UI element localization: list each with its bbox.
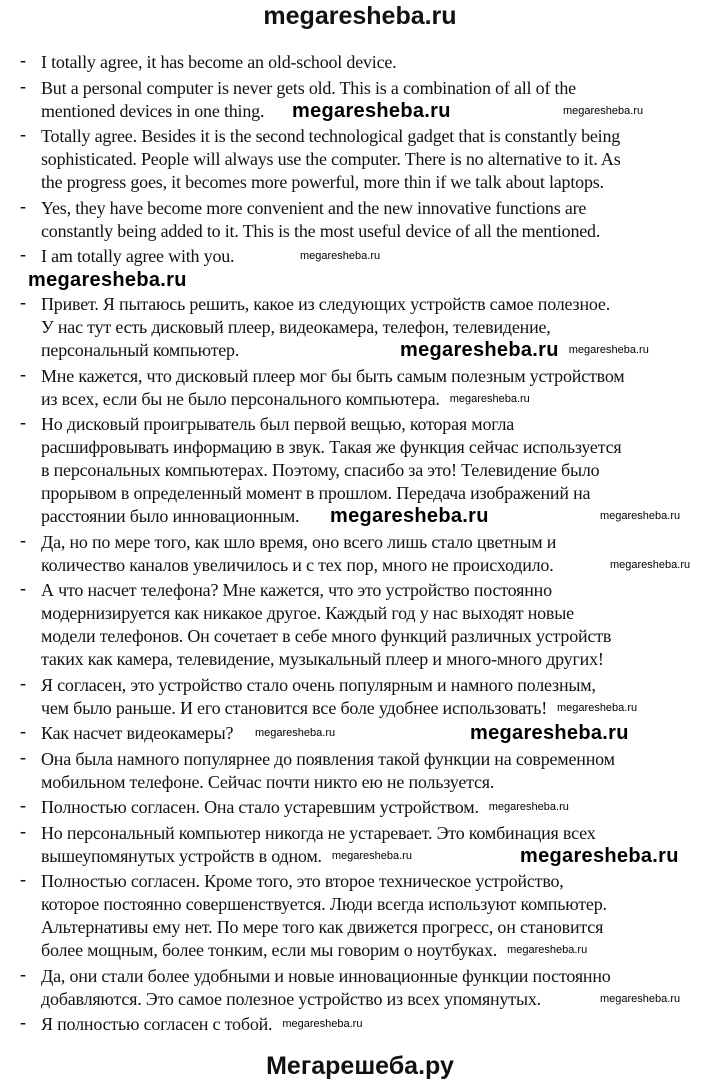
dialogue-line: У нас тут есть дисковый плеер, видеокамера, телефон, телевидение,: [41, 317, 551, 337]
dialogue-list: [0, 51, 720, 1039]
dash-bullet: -: [20, 292, 26, 312]
dash-bullet: -: [20, 795, 26, 815]
dialogue-line: Она была намного популярнее до появления такой функции на современном: [41, 748, 615, 769]
dialogue-line: Привет. Я пытаюсь решить, какое из следующих устройств самое полезное.: [41, 294, 611, 314]
dialogue-line: более мощным, более тонким, если мы говорим о ноутбуках.: [41, 940, 498, 960]
dialogue-line: Totally agree. Besides it is the second technological gadget that is constantly being: [41, 126, 621, 146]
dialogue-line: из всех, если бы не было персонального компьютера.: [41, 388, 440, 409]
dialogue-line: в персональных компьютерах. Поэтому, спасибо за это! Телевидение было: [41, 460, 600, 480]
watermark: megaresheba.ru: [300, 250, 381, 262]
dialogue-line: constantly being added to it. This is the most useful device of all the mentioned.: [41, 220, 601, 241]
dialogue-line: вышеупомянутых устройств в одном.: [41, 845, 322, 866]
dialogue-line: модернизируется как никакое другое. Каждый год у нас выходят новые: [41, 603, 574, 623]
dialogue-line: Я полностью согласен с тобой.: [41, 1014, 273, 1034]
dialogue-item: [0, 579, 720, 671]
dialogue-line: чем было раньше. И его становится все боле удобнее использовать!: [41, 697, 548, 718]
dash-bullet: -: [20, 195, 26, 216]
watermark: megaresheba.ru: [610, 558, 691, 571]
watermark: megaresheba.ru: [282, 1018, 363, 1030]
dialogue-line: Полностью согласен. Она стало устаревшим устройством.: [41, 797, 479, 817]
dialogue-line: добавляются. Это самое полезное устройство из всех упомянутых.: [41, 988, 541, 1009]
dialogue-line: персональный компьютер.: [41, 340, 240, 360]
site-footer-watermark: Мегарешеба.ру: [266, 1052, 454, 1080]
watermark: megaresheba.ru: [470, 722, 629, 744]
dash-bullet: -: [20, 963, 26, 984]
dash-bullet: -: [20, 124, 26, 144]
dialogue-item: [0, 197, 720, 243]
dash-bullet: -: [20, 672, 26, 693]
dialogue-line: Полностью согласен. Кроме того, это второе техническое устройство,: [41, 871, 564, 891]
dash-bullet: -: [20, 820, 26, 841]
dialogue-item: [0, 748, 720, 794]
dash-bullet: -: [20, 869, 26, 889]
watermark: megaresheba.ru: [330, 505, 489, 527]
dialogue-line: Но персональный компьютер никогда не устаревает. Это комбинация всех: [41, 822, 596, 843]
dialogue-item: [0, 796, 720, 819]
dialogue-item: [0, 365, 720, 411]
dialogue-line: расшифровывать информацию в звук. Такая же функция сейчас используется: [41, 437, 622, 457]
dialogue-line: Альтернативы ему нет. По мере того как движется прогресс, он становится: [41, 917, 604, 937]
dash-bullet: -: [20, 75, 26, 96]
watermark: megaresheba.ru: [255, 727, 336, 739]
dialogue-item: [0, 125, 720, 194]
dialogue-item: [0, 870, 720, 962]
dialogue-item: [0, 51, 720, 74]
dash-bullet: -: [20, 746, 26, 767]
watermark: megaresheba.ru: [557, 701, 638, 714]
dialogue-line: Да, но по мере того, как шло время, оно всего лишь стало цветным и: [41, 531, 557, 552]
dialogue-line: количество каналов увеличилось и с тех пор, много не происходило.: [41, 554, 554, 575]
dialogue-line: Yes, they have become more convenient and the new innovative functions are: [41, 197, 587, 218]
watermark: megaresheba.ru: [568, 344, 649, 356]
dialogue-line: sophisticated. People will always use the computer. There is no alternative to it. As: [41, 149, 621, 169]
watermark: megaresheba.ru: [507, 944, 588, 956]
watermark: megaresheba.ru: [292, 99, 451, 122]
dialogue-line: таких как камера, телевидение, музыкальный плеер и много-много других!: [41, 649, 604, 669]
watermark: megaresheba.ru: [28, 269, 187, 291]
dash-bullet: -: [20, 244, 26, 264]
dash-bullet: -: [20, 1012, 26, 1032]
dialogue-line: мобильном телефоне. Сейчас почти никто ею не пользуется.: [41, 771, 495, 792]
watermark: megaresheba.ru: [488, 801, 569, 813]
dialogue-line: Как насчет видеокамеры?: [41, 723, 234, 743]
dialogue-line: But a personal computer is never gets old. This is a combination of all of the: [41, 77, 576, 98]
watermark: megaresheba.ru: [520, 844, 679, 867]
dialogue-line: Мне кажется, что дисковый плеер мог бы быть самым полезным устройством: [41, 365, 625, 386]
site-header-watermark: megaresheba.ru: [263, 2, 457, 30]
dash-bullet: -: [20, 412, 26, 432]
dialogue-line: I am totally agree with you.: [41, 246, 235, 266]
dash-bullet: -: [20, 578, 26, 598]
dialogue-line: I totally agree, it has become an old-school device.: [41, 52, 397, 72]
watermark: megaresheba.ru: [400, 339, 559, 361]
dialogue-line: которое постоянно совершенствуется. Люди всегда используют компьютер.: [41, 894, 607, 914]
dash-bullet: -: [20, 363, 26, 384]
dialogue-line: прорывом в определенный момент в прошлом. Передача изображений на: [41, 483, 591, 503]
watermark: megaresheba.ru: [449, 392, 530, 405]
dialogue-line: mentioned devices in one thing.: [41, 100, 265, 121]
dash-bullet: -: [20, 50, 26, 70]
dialogue-line: расстоянии было инновационным.: [41, 506, 300, 526]
dialogue-line: модели телефонов. Он сочетает в себе много функций различных устройств: [41, 626, 612, 646]
dialogue-line: А что насчет телефона? Мне кажется, что это устройство постоянно: [41, 580, 552, 600]
dialogue-line: Я согласен, это устройство стало очень популярным и намного полезным,: [41, 674, 596, 695]
dialogue-line: Но дисковый проигрыватель был первой вещью, которая могла: [41, 414, 515, 434]
watermark: megaresheba.ru: [600, 992, 681, 1005]
dash-bullet: -: [20, 721, 26, 741]
dialogue-line: the progress goes, it becomes more powerful, more thin if we talk about laptops.: [41, 172, 604, 192]
dash-bullet: -: [20, 529, 26, 550]
watermark: megaresheba.ru: [600, 510, 681, 522]
watermark: megaresheba.ru: [563, 104, 644, 117]
watermark: megaresheba.ru: [331, 849, 412, 862]
dialogue-line: Да, они стали более удобными и новые инновационные функции постоянно: [41, 965, 611, 986]
